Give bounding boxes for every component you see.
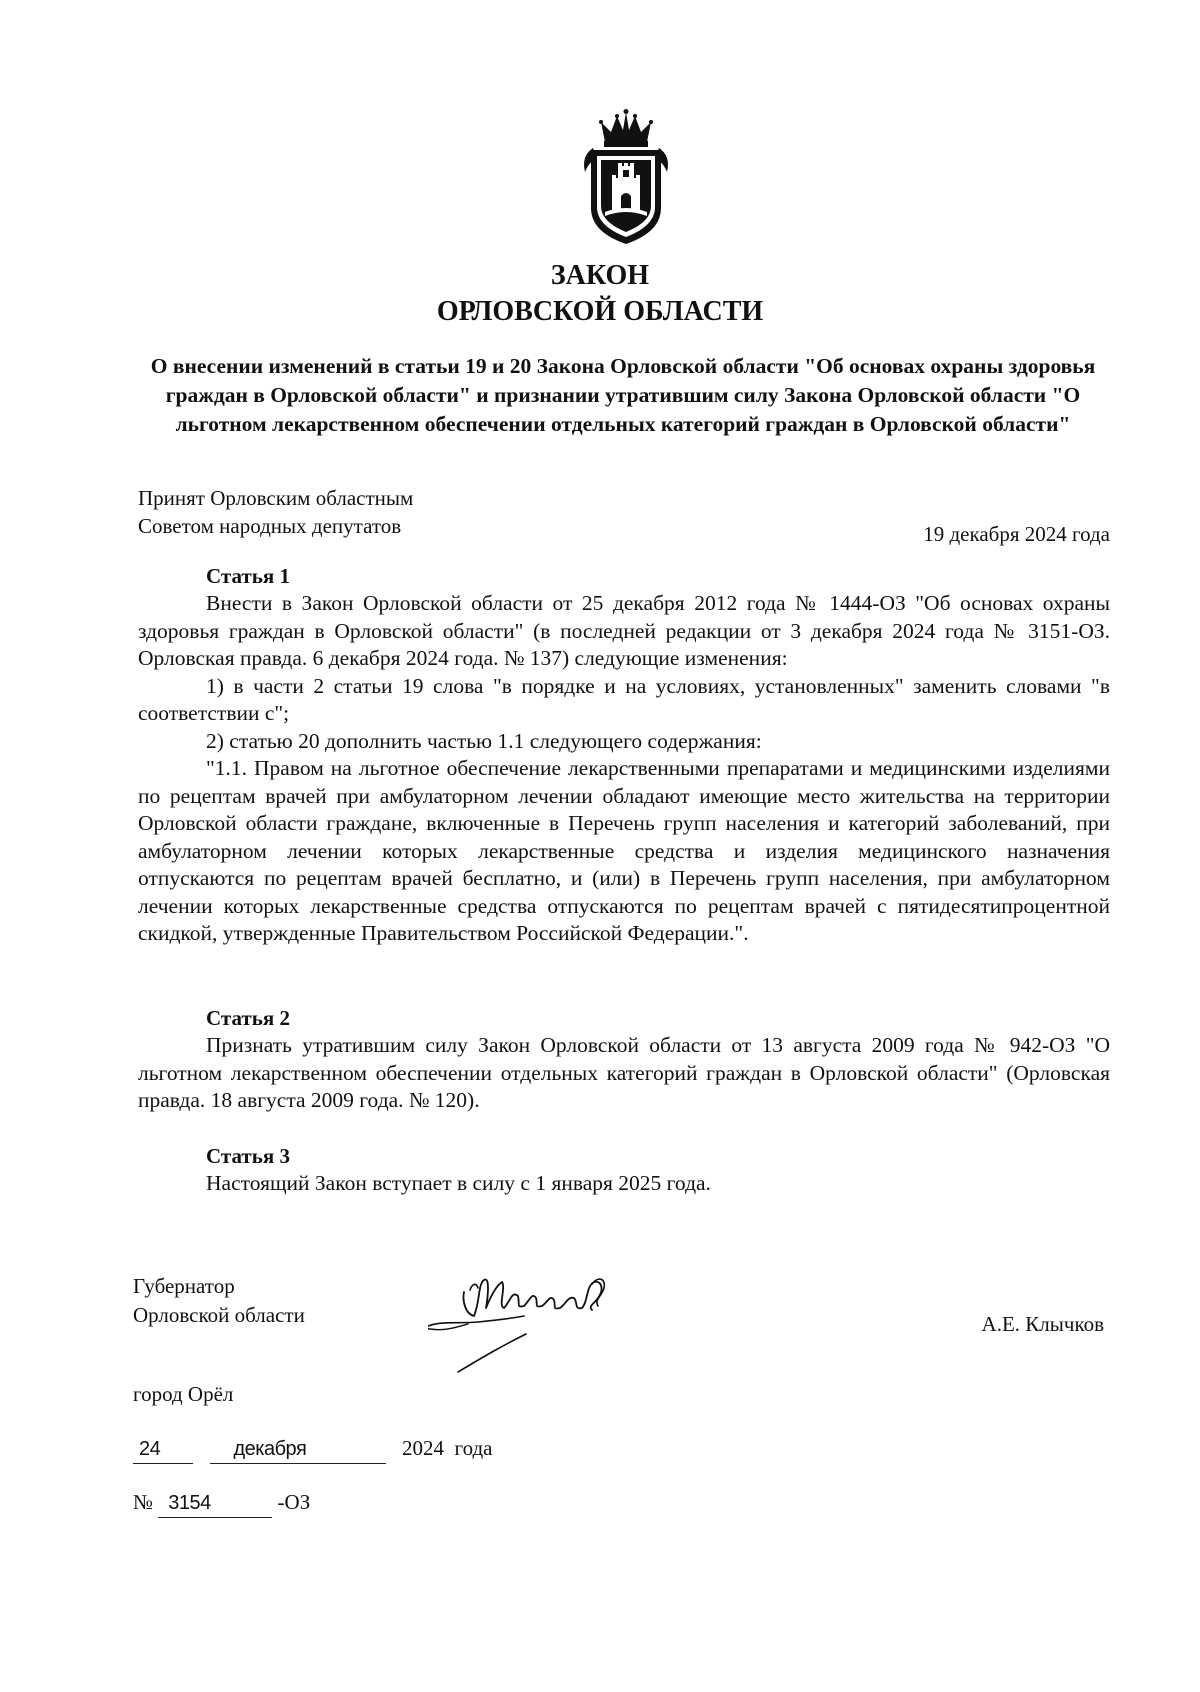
- signing-day: 24: [133, 1435, 193, 1464]
- region-title: ОРЛОВСКОЙ ОБЛАСТИ: [436, 296, 764, 327]
- article-paragraph: Признать утратившим силу Закон Орловской области от 13 августа 2009 года № 942-ОЗ "О льготном лекарственном обеспечении отдельных категорий граждан в Орловской области" (Орловская правда. 18 августа 2009 года. № 120).: [138, 1033, 1110, 1112]
- article-heading: Статья 2: [206, 1006, 290, 1030]
- coat-of-arms-icon: [575, 108, 677, 248]
- article-paragraph: Внести в Закон Орловской области от 25 декабря 2012 года № 1444-ОЗ "Об основах охраны здоровья граждан в Орловской области" (в последней редакции от 3 декабря 2024 года № 3151-ОЗ. Орловская правда. 6 декабря 2024 года. № 137) следующие изменения:: [138, 591, 1110, 670]
- signatory-name: А.Е. Клычков: [981, 1312, 1104, 1336]
- document-type-title: ЗАКОН: [550, 260, 650, 291]
- adoption-authority: [138, 484, 413, 540]
- article-paragraph: 1) в части 2 статьи 19 слова "в порядке и на условиях, установленных" заменить словами "в соответствии с";: [138, 673, 1110, 725]
- article-1: [138, 562, 1110, 948]
- article-paragraph: Настоящий Закон вступает в силу с 1 января 2025 года.: [206, 1171, 711, 1195]
- law-number: [133, 1488, 310, 1518]
- article-3: [138, 1142, 1110, 1198]
- article-heading: Статья 3: [206, 1144, 290, 1168]
- adoption-date: 19 декабря 2024 года: [923, 522, 1110, 546]
- adoption-line-1: Принят Орловским областным: [138, 486, 414, 510]
- article-paragraph: "1.1. Правом на льготное обеспечение лекарственными препаратами и медицинскими изделиями по рецептам врачей при амбулаторном лечении обладают имеющие место жительства на территории Орловской области граждане, включенные в Перечень групп населения и категорий заболеваний, при амбулаторном лечении которых лекарственные средства и изделия медицинского назначения отпускаются по рецептам врачей бесплатно, и (или) в Перечень групп населения, при амбулаторном лечении которых лекарственные средства отпускаются по рецептам врачей с пятидесятипроцентной скидкой, утвержденные Правительством Российской Федерации.".: [138, 756, 1110, 945]
- article-heading: Статья 1: [206, 564, 290, 588]
- signatory-position: [133, 1272, 305, 1330]
- signing-date: [133, 1434, 493, 1464]
- position-line-1: Губернатор: [133, 1274, 235, 1298]
- law-subject: О внесении изменений в статьи 19 и 20 Закона Орловской области "Об основах охраны здоровья граждан в Орловской области" и признании утратившим силу Закона Орловской области "О льготном лекарственном обеспечении отдельных категорий граждан в Орловской области": [150, 354, 1096, 436]
- signing-year: 2024 года: [402, 1436, 493, 1460]
- adoption-line-2: Советом народных депутатов: [138, 514, 402, 538]
- article-paragraph: 2) статью 20 дополнить частью 1.1 следующего содержания:: [206, 728, 762, 753]
- position-line-2: Орловской области: [133, 1303, 305, 1327]
- article-2: [138, 1004, 1110, 1115]
- handwritten-signature: [428, 1262, 660, 1388]
- number-value: 3154: [158, 1489, 272, 1518]
- signing-city: город Орёл: [133, 1382, 234, 1406]
- number-suffix: -ОЗ: [277, 1490, 311, 1514]
- number-prefix: №: [133, 1490, 154, 1514]
- signing-month: декабря: [210, 1435, 386, 1464]
